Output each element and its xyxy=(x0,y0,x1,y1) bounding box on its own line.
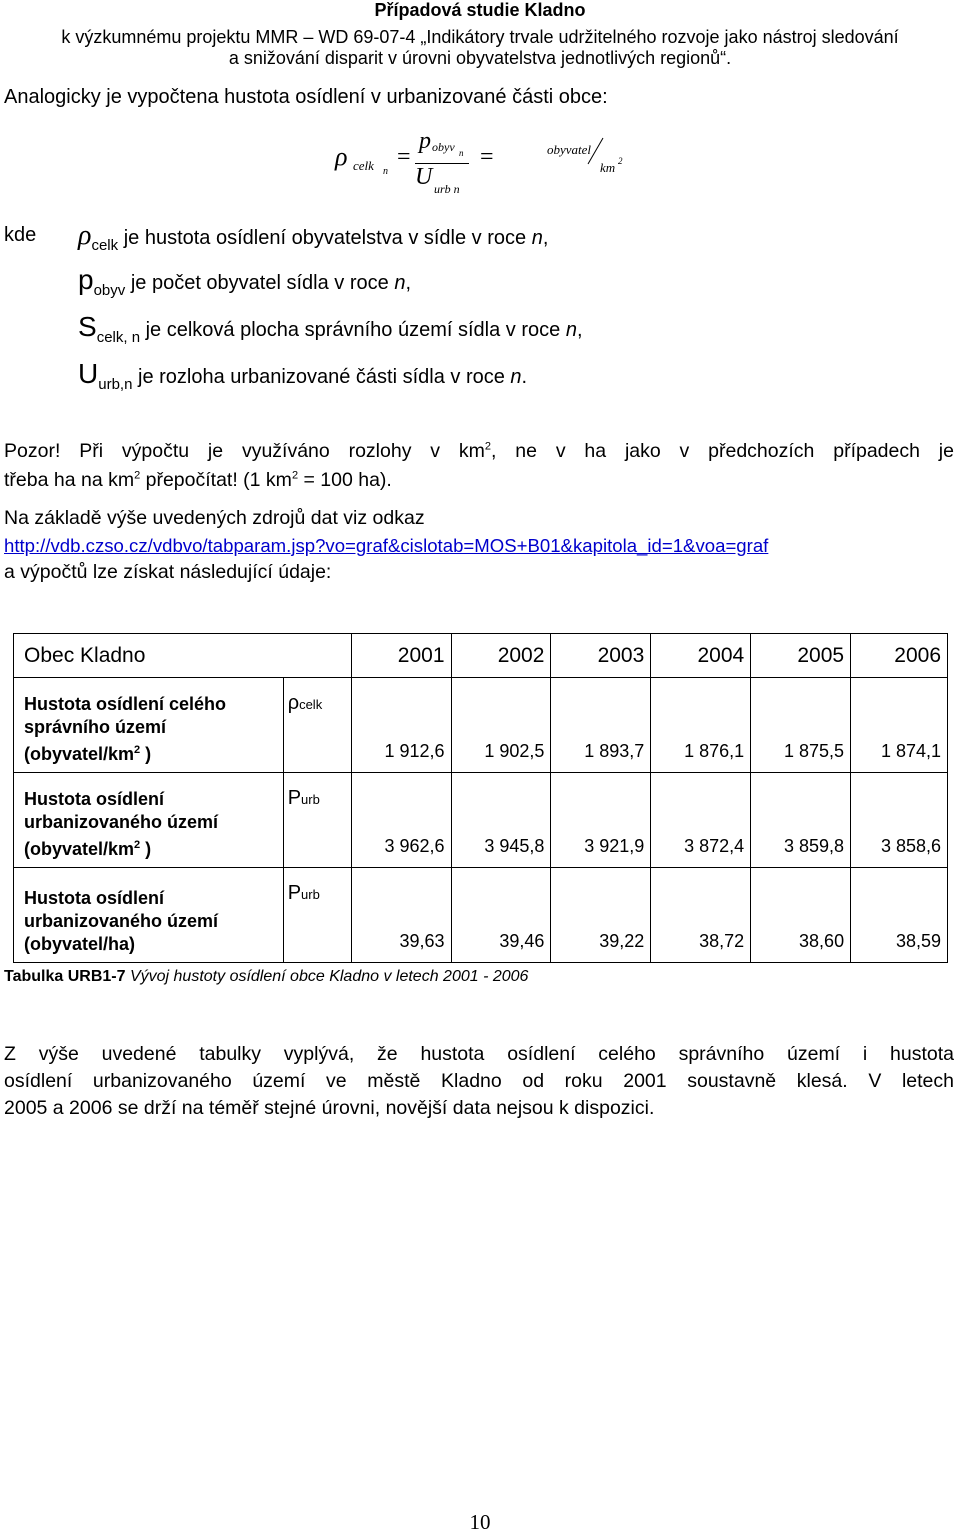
note-sup: 2 xyxy=(484,440,492,453)
row-label-line: urbanizovaného území xyxy=(24,812,219,832)
def-symbol: ρ xyxy=(78,220,92,251)
year-cell: 2003 xyxy=(551,634,651,678)
def-n: n xyxy=(510,366,522,388)
def-end: , xyxy=(405,272,411,294)
value-cell: 3 921,9 xyxy=(551,773,651,868)
value-cell: 3 872,4 xyxy=(651,773,751,868)
row-label-unit: ($obyvatel/km^2$ ) xyxy=(24,839,152,859)
value-cell: 1 893,7 xyxy=(551,678,651,773)
row-label-line: urbanizovaného území xyxy=(24,911,219,931)
conclusion-line-3: 2005 a 2006 se drží na téměř stejné úrovni, novější data nejsou k dispozici. xyxy=(4,1097,655,1119)
formula-denominator-sub: urb n xyxy=(434,182,460,196)
formula-unit-denominator: km xyxy=(600,160,616,175)
conclusion-line-2: osídlení urbanizovaného území ve městě Kladno od roku 2001 soustavně klesá. V letech xyxy=(4,1070,954,1092)
table-caption-label: Tabulka URB1-7 xyxy=(4,968,126,985)
formula-lhs-sub: celk xyxy=(353,158,374,173)
def-n: n xyxy=(394,272,406,294)
def-end: . xyxy=(521,366,528,388)
def-text: je rozloha urbanizované části sídla v roce xyxy=(132,366,511,388)
def-symbol-sub: celk, n xyxy=(96,329,141,346)
source-intro: Na základě výše uvedených zdrojů dat viz odkaz xyxy=(4,507,425,529)
row-symbol: Purb xyxy=(283,773,351,868)
def-text: je hustota osídlení obyvatelstva v sídle v roce xyxy=(118,227,532,249)
row-symbol: ρcelk xyxy=(283,678,351,773)
row-label xyxy=(14,868,284,963)
page-number: 10 xyxy=(469,1510,491,1534)
value-cell: 1 876,1 xyxy=(651,678,751,773)
value-cell: 39,22 xyxy=(551,868,651,963)
table-caption-text: Vývoj hustoty osídlení obce Kladno v letech 2001 - 2006 xyxy=(125,968,529,985)
table-row xyxy=(14,678,948,773)
value-cell: 38,59 xyxy=(851,868,948,963)
source-outro: a výpočtů lze získat následující údaje: xyxy=(4,561,332,583)
row-label xyxy=(14,678,284,773)
table-header-label: Obec Kladno xyxy=(14,634,352,678)
note-text: třeba ha na km xyxy=(4,469,135,491)
source-link[interactable]: http://vdb.czso.cz/vdbvo/tabparam.jsp?vo=graf&cislotab=MOS+B01&kapitola_id=1&voa=graf xyxy=(4,535,769,556)
row-label-line: Hustota osídlení xyxy=(24,789,165,809)
definitions-kde: kde xyxy=(4,224,37,246)
table-caption xyxy=(4,968,528,986)
value-cell: 1 902,5 xyxy=(451,678,551,773)
value-cell: 38,60 xyxy=(751,868,851,963)
definition-p-obyv xyxy=(78,264,411,299)
definition-s-celk xyxy=(78,311,583,346)
conclusion-line-1: Z výše uvedené tabulky vyplývá, že hustota osídlení celého správního území i hustota xyxy=(4,1043,954,1065)
note-text: , ne v ha jako v předchozích případech je xyxy=(491,440,954,462)
def-n: n xyxy=(531,227,543,249)
note-line-1 xyxy=(4,440,954,463)
def-symbol: S xyxy=(78,311,97,342)
formula-numerator-sub-n: n xyxy=(459,148,464,158)
note-line-2 xyxy=(4,469,392,492)
value-cell: 3 859,8 xyxy=(751,773,851,868)
value-cell: 39,63 xyxy=(351,868,451,963)
def-end: , xyxy=(542,227,549,249)
year-cell: 2006 xyxy=(851,634,948,678)
row-label-unit: ($obyvatel/km^2$ ) xyxy=(24,744,152,764)
value-cell: 3 945,8 xyxy=(451,773,551,868)
value-cell: 3 962,6 xyxy=(351,773,451,868)
def-symbol: U xyxy=(78,358,99,389)
formula-eq-2: = xyxy=(480,144,494,170)
year-cell: 2002 xyxy=(451,634,551,678)
def-n: n xyxy=(565,319,577,341)
density-formula xyxy=(335,128,635,198)
formula-lhs: ρ xyxy=(335,142,348,171)
row-label-line: Hustota osídlení celého xyxy=(24,694,227,714)
header-title: Případová studie Kladno xyxy=(374,0,586,20)
def-symbol-sub: urb,n xyxy=(98,376,133,393)
row-label xyxy=(14,773,284,868)
table-row xyxy=(14,868,948,963)
def-symbol-sub: celk xyxy=(91,237,119,254)
note-text: = 100 ha). xyxy=(298,469,392,491)
density-table xyxy=(13,633,948,963)
value-cell: 38,72 xyxy=(651,868,751,963)
formula-unit-exponent: 2 xyxy=(618,156,623,166)
value-cell: 1 874,1 xyxy=(851,678,948,773)
value-cell: 1 912,6 xyxy=(351,678,451,773)
def-text: je celková plocha správního území sídla v roce xyxy=(140,319,566,341)
formula-denominator: U xyxy=(415,164,433,190)
table-row xyxy=(14,773,948,868)
year-cell: 2001 xyxy=(351,634,451,678)
note-text: Pozor! Při výpočtu je využíváno rozlohy v km xyxy=(4,440,485,462)
header-project-line-2: a snižování disparit v úrovni obyvatelstva jednotlivých regionů“. xyxy=(228,48,732,68)
header-project-line: k výzkumnému projektu MMR – WD 69-07-4 „Indikátory trvale udržitelného rozvoje jako nástroj sledování xyxy=(61,27,899,47)
value-cell: 39,46 xyxy=(451,868,551,963)
definition-u-urb xyxy=(78,358,528,393)
row-label-line: správního území xyxy=(24,717,167,737)
def-symbol: p xyxy=(78,264,94,295)
table-header-row xyxy=(14,634,948,678)
row-label-unit: (obyvatel/ha) xyxy=(24,934,136,954)
year-cell: 2004 xyxy=(651,634,751,678)
year-cell: 2005 xyxy=(751,634,851,678)
row-symbol: Purb xyxy=(283,868,351,963)
formula-numerator: p xyxy=(419,128,431,154)
note-sup: 2 xyxy=(291,469,299,482)
definition-rho-celk xyxy=(78,220,548,252)
formula-eq: = xyxy=(397,144,411,170)
note-sup: 2 xyxy=(134,469,141,482)
value-cell: 1 875,5 xyxy=(751,678,851,773)
formula-unit-numerator: obyvatel xyxy=(547,142,592,157)
row-label-line: Hustota osídlení xyxy=(24,888,165,908)
def-end: , xyxy=(576,319,583,341)
intro-text: Analogicky je vypočtena hustota osídlení v urbanizované části obce: xyxy=(4,86,608,108)
formula-lhs-sub-n: n xyxy=(383,166,388,177)
def-symbol-sub: obyv xyxy=(93,282,126,299)
value-cell: 3 858,6 xyxy=(851,773,948,868)
def-text: je počet obyvatel sídla v roce xyxy=(125,272,395,294)
formula-numerator-sub: obyv xyxy=(432,140,455,154)
note-text: přepočítat! (1 km xyxy=(140,469,292,491)
